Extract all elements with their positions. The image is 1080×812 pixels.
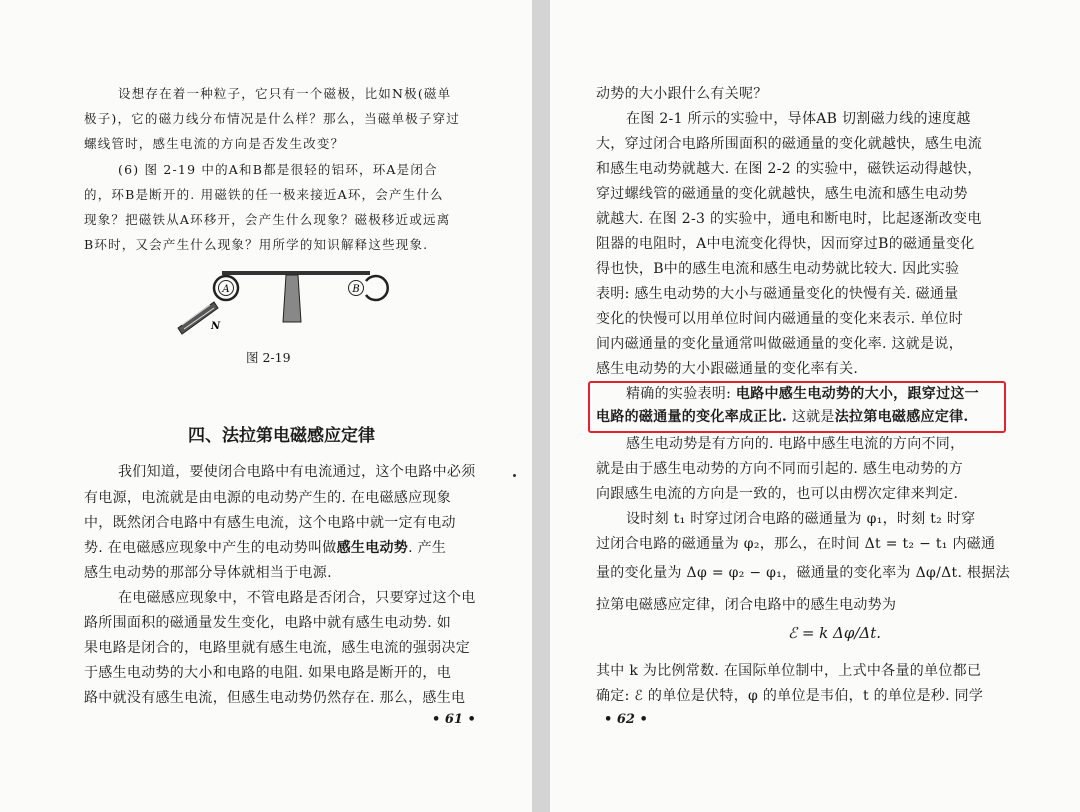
- paragraph-line: 我们知道，要使闭合电路中有电流通过，这个电路中必须: [118, 464, 476, 480]
- question-line: 设想存在着一种粒子，它只有一个磁极，比如N极(磁单: [118, 86, 452, 101]
- paragraph-line: 确定: ℰ 的单位是伏特，φ 的单位是韦伯，t 的单位是秒. 同学: [596, 688, 984, 704]
- magnet-n-label: N: [211, 321, 221, 332]
- law-text-bold: 电路中感生电动势的大小，跟穿过这一: [735, 386, 979, 402]
- page-number: • 62 •: [604, 712, 648, 727]
- paragraph-line: 穿过螺线管的磁通量的变化就越快，感生电流和感生电动势: [596, 186, 968, 202]
- question-line: B环时，又会产生什么现象？用所学的知识解释这些现象.: [84, 237, 429, 252]
- paragraph-line: 表明: 感生电动势的大小与磁通量变化的快慢有关. 磁通量: [596, 286, 959, 302]
- law-text-bold: 电路的磁通量的变化率成正比.: [596, 409, 788, 425]
- term-emf: 感生电动势: [336, 540, 409, 556]
- paragraph-line: 在电磁感应现象中，不管电路是否闭合，只要穿过这个电: [118, 590, 476, 606]
- ring-b-label: B: [352, 284, 360, 295]
- paragraph-line: 设时刻 t₁ 时穿过闭合电路的磁通量为 φ₁，时刻 t₂ 时穿: [626, 511, 976, 527]
- paragraph-line: 动势的大小跟什么有关呢？: [596, 86, 768, 102]
- paragraph-line: 过闭合电路的磁通量为 φ₂，那么，在时间 Δt = t₂ − t₁ 内磁通: [596, 536, 996, 552]
- paragraph-line: 果电路是闭合的，电路里就有感生电流，感生电流的强弱决定: [84, 640, 471, 656]
- law-name-bold: 法拉第电磁感应定律.: [834, 409, 969, 425]
- right-page: [550, 0, 1080, 812]
- left-page: [0, 0, 532, 812]
- open-ring-b: [349, 276, 388, 300]
- pivot-stand: [283, 275, 301, 322]
- paragraph-line: 得也快，B中的感生电流和感生电动势就比较大. 因此实验: [596, 261, 960, 277]
- paragraph-line: 向跟感生电流的方向是一致的，也可以由楞次定律来判定.: [596, 486, 959, 502]
- paragraph-line: 间内磁通量的变化量通常叫做磁通量的变化率. 这就是说，: [596, 336, 963, 352]
- text-run: 势. 在电磁感应现象中产生的电动势叫做: [84, 540, 337, 556]
- text-run: 精确的实验表明:: [626, 386, 736, 402]
- paragraph-line: 阻器的电阻时，A中电流变化得快，因而穿过B的磁通量变化: [596, 236, 975, 252]
- question-line: 极子)，它的磁力线分布情况是什么样？那么，当磁单极子穿过: [84, 111, 460, 126]
- figure-caption: 图 2-19: [246, 350, 291, 365]
- paragraph-line: [84, 538, 446, 558]
- text-run: 这就是: [787, 409, 835, 425]
- question-line: 螺线管时，感生电流的方向是否发生改变？: [84, 136, 345, 151]
- paragraph-line: 拉第电磁感应定律，闭合电路中的感生电动势为: [596, 597, 897, 613]
- figure-2-19: [170, 262, 390, 342]
- paragraph-line: 于感生电动势的大小和电路的电阻. 如果电路是断开的，电: [84, 665, 451, 681]
- paragraph-line: 感生电动势是有方向的. 电路中感生电流的方向不同，: [626, 436, 965, 452]
- paragraph-line: 路中就没有感生电流，但感生电动势仍然存在. 那么，感生电: [84, 690, 466, 706]
- closed-ring-a: [214, 276, 238, 300]
- paragraph-line: 和感生电动势就越大. 在图 2-2 的实验中，磁铁运动得越快，: [596, 161, 982, 177]
- paragraph-line: 就是由于感生电动势的方向不同而引起的. 感生电动势的方: [596, 461, 963, 477]
- paragraph-line: 在图 2-1 所示的实验中，导体AB 切割磁力线的速度越: [626, 111, 971, 127]
- scan-speck: [513, 474, 516, 477]
- paragraph-line: 中，既然闭合电路中有感生电流，这个电路中就一定有电动: [84, 515, 456, 531]
- law-statement-line: [596, 407, 969, 427]
- ring-a-label: A: [222, 284, 230, 295]
- paragraph-line: 其中 k 为比例常数. 在国际单位制中，上式中各量的单位都已: [596, 663, 982, 679]
- section-title: 四、法拉第电磁感应定律: [188, 426, 375, 446]
- paragraph-line: 大，穿过闭合电路所围面积的磁通量的变化就越快，感生电流: [596, 136, 983, 152]
- paragraph-line: 量的变化量为 Δφ = φ₂ − φ₁，磁通量的变化率为 Δφ/Δt. 根据法: [596, 565, 1010, 581]
- bar-magnet: [178, 302, 221, 334]
- page-number: • 61 •: [432, 712, 476, 727]
- paragraph-line: 感生电动势的大小跟磁通量的变化率有关.: [596, 361, 859, 377]
- paragraph-line: 有电源，电流就是由电源的电动势产生的. 在电磁感应现象: [84, 490, 451, 506]
- paragraph-line: 就越大. 在图 2-3 的实验中，通电和断电时，比起逐渐改变电: [596, 211, 982, 227]
- law-statement-line: [626, 384, 979, 404]
- faraday-formula: ℰ = k Δφ/Δt.: [788, 624, 882, 642]
- paragraph-line: 变化的快慢可以用单位时间内磁通量的变化来表示. 单位时: [596, 311, 963, 327]
- light-rod: [222, 271, 370, 275]
- question-line: 的，环B是断开的. 用磁铁的任一极来接近A环，会产生什么: [84, 187, 444, 202]
- question-line: 现象？把磁铁从A环移开，会产生什么现象？磁极移近或远离: [84, 212, 451, 227]
- text-run: . 产生: [408, 540, 447, 556]
- paragraph-line: 路所围面积的磁通量发生变化，电路中就有感生电动势. 如: [84, 615, 451, 631]
- question-line: (6) 图 2-19 中的A和B都是很轻的铝环，环A是闭合: [118, 162, 438, 177]
- paragraph-line: 感生电动势的那部分导体就相当于电源.: [84, 565, 332, 581]
